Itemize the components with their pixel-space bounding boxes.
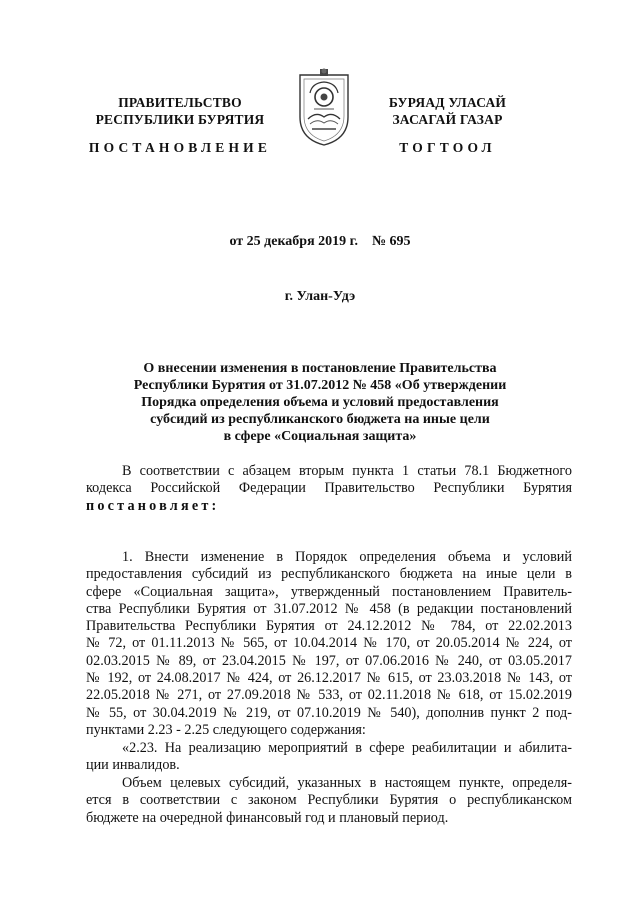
subsidy-paragraph xyxy=(86,775,572,827)
decrees-word: постановляет: xyxy=(86,497,220,514)
government-name-ru-line2: РЕСПУБЛИКИ БУРЯТИЯ xyxy=(95,112,265,127)
subsidy-line: бюджете на очередной финансовый год и плановый период. xyxy=(86,809,449,826)
item-1-line: № 192, от 24.08.2017 № 424, от 26.12.2017 № 615, от 23.03.2018 № 143, от xyxy=(86,670,572,687)
item-1-line: ства Республики Бурятия от 31.07.2012 № 458 (в редакции постановлений xyxy=(86,600,572,617)
item-1-line: предоставления субсидий из республиканского бюджета на иные цели в xyxy=(86,566,572,583)
item-1-line: Правительства Республики Бурятия от 24.12.2012 № 784, от 22.02.2013 xyxy=(86,618,572,635)
preamble-line: кодекса Российской Федерации Правительство Республики Бурятия xyxy=(86,480,572,497)
title-line: Порядка определения объема и условий предоставления xyxy=(141,395,499,410)
government-name-ru xyxy=(40,94,320,128)
preamble xyxy=(86,463,572,515)
subitem-2-23 xyxy=(86,740,572,775)
document-title xyxy=(90,360,550,445)
government-name-ru-line1: ПРАВИТЕЛЬСТВО xyxy=(118,95,242,110)
title-line: Республики Бурятия от 31.07.2012 № 458 «Об утверждении xyxy=(133,378,507,393)
subitem-line: ции инвалидов. xyxy=(86,757,180,774)
item-1-line: 02.03.2015 № 89, от 23.04.2015 № 197, от 07.06.2016 № 240, от 03.05.2017 xyxy=(86,652,572,669)
item-1 xyxy=(86,549,572,739)
item-1-line: 22.05.2018 № 271, от 27.09.2018 № 533, от 02.11.2018 № 618, от 15.02.2019 xyxy=(86,687,572,704)
subsidy-line: ется в соответствии с законом Республики Бурятия о республиканском xyxy=(86,792,572,809)
title-line: субсидий из республиканского бюджета на иные цели xyxy=(150,412,490,427)
government-name-bua xyxy=(360,94,535,128)
title-line: в сфере «Социальная защита» xyxy=(223,429,417,444)
item-1-line: № 55, от 30.04.2019 № 219, от 07.10.2019 № 540), дополнив пункт 2 под- xyxy=(86,704,572,721)
city: г. Улан-Удэ xyxy=(284,289,356,304)
preamble-line: В соответствии с абзацем вторым пункта 1 статьи 78.1 Бюджетного xyxy=(122,463,572,479)
coat-of-arms-icon xyxy=(296,67,352,147)
subsidy-line: Объем целевых субсидий, указанных в настоящем пункте, определя- xyxy=(122,775,572,791)
item-1-line: пунктами 2.23 - 2.25 следующего содержания: xyxy=(86,721,366,738)
document-type-bua: ТОГТООЛ xyxy=(399,140,496,155)
government-name-bua-line1: БУРЯАД УЛАСАЙ xyxy=(388,95,507,110)
item-1-line: сфере «Социальная защита», утвержденный постановлением Правитель- xyxy=(86,583,572,600)
document-type-ru: ПОСТАНОВЛЕНИЕ xyxy=(88,140,272,155)
date-and-number: от 25 декабря 2019 г. № 695 xyxy=(229,234,411,249)
title-line: О внесении изменения в постановление Правительства xyxy=(143,361,497,376)
government-name-bua-line2: ЗАСАГАЙ ГАЗАР xyxy=(392,112,503,127)
item-1-line: № 72, от 01.11.2013 № 565, от 10.04.2014 № 170, от 20.05.2014 № 224, от xyxy=(86,635,572,652)
item-1-line: 1. Внести изменение в Порядок определения объема и условий xyxy=(122,549,572,565)
subitem-line: «2.23. На реализацию мероприятий в сфере реабилитации и абилита- xyxy=(122,740,572,756)
